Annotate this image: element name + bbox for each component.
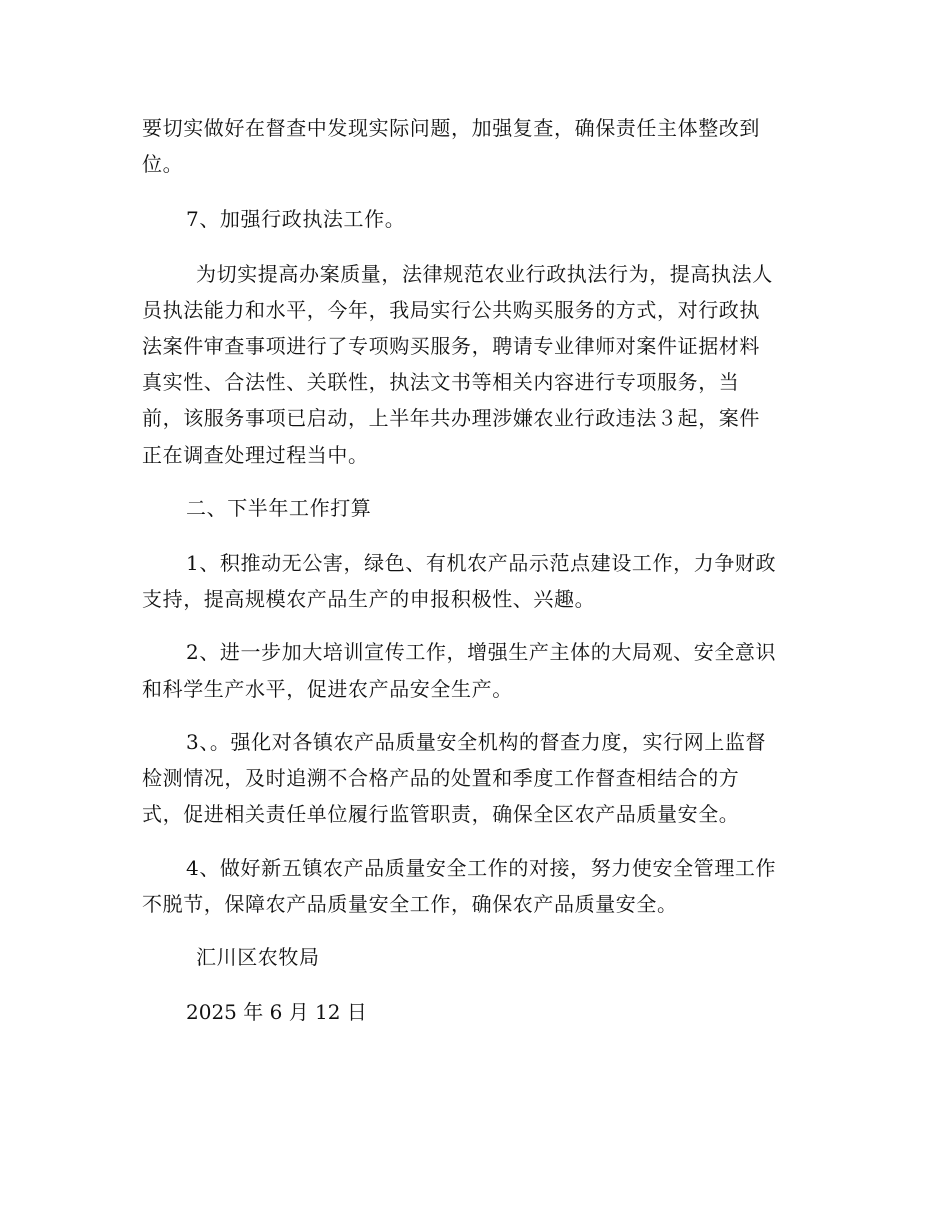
text-line: 式，促进相关责任单位履行监管职责，确保全区农产品质量安全。 [142, 802, 740, 826]
text-line: 前，该服务事项已启动，上半年共办理涉嫌农业行政违法３起，案件 [142, 406, 760, 430]
text-line: 法案件审查事项进行了专项购买服务，聘请专业律师对案件证据材料 [142, 334, 760, 358]
section-heading: 7、加强行政执法工作。 [186, 207, 406, 231]
signature-date: 2025 年 6 月 12 日 [186, 1000, 367, 1024]
text-line: 4、做好新五镇农产品质量安全工作的对接，努力使安全管理工作 [186, 856, 777, 880]
text-line: 要切实做好在督查中发现实际问题，加强复查，确保责任主体整改到 [142, 116, 760, 140]
text-line: 位。 [142, 152, 184, 176]
text-line: 1、积推动无公害，绿色、有机农产品示范点建设工作，力争财政 [186, 551, 777, 575]
text-line: 为切实提高办案质量，法律规范农业行政执法行为，提高执法人 [196, 262, 773, 286]
text-line: 员执法能力和水平，今年，我局实行公共购买服务的方式，对行政执 [142, 298, 760, 322]
text-line: 支持，提高规模农产品生产的申报积极性、兴趣。 [142, 587, 596, 611]
section-heading: 二、下半年工作打算 [186, 496, 372, 520]
text-line: 正在调查处理过程当中。 [142, 443, 369, 467]
text-line: 3、。强化对各镇农产品质量安全机构的督查力度，实行网上监督 [186, 730, 767, 754]
text-line: 和科学生产水平，促进农产品安全生产。 [142, 677, 513, 701]
text-line: 检测情况，及时追溯不合格产品的处置和季度工作督查相结合的方 [142, 766, 740, 790]
text-line: 真实性、合法性、关联性，执法文书等相关内容进行专项服务，当 [142, 370, 740, 394]
text-line: 不脱节，保障农产品质量安全工作，确保农产品质量安全。 [142, 892, 678, 916]
signature-organization: 汇川区农牧局 [196, 945, 320, 969]
text-line: 2、进一步加大培训宣传工作，增强生产主体的大局观、安全意识 [186, 640, 777, 664]
